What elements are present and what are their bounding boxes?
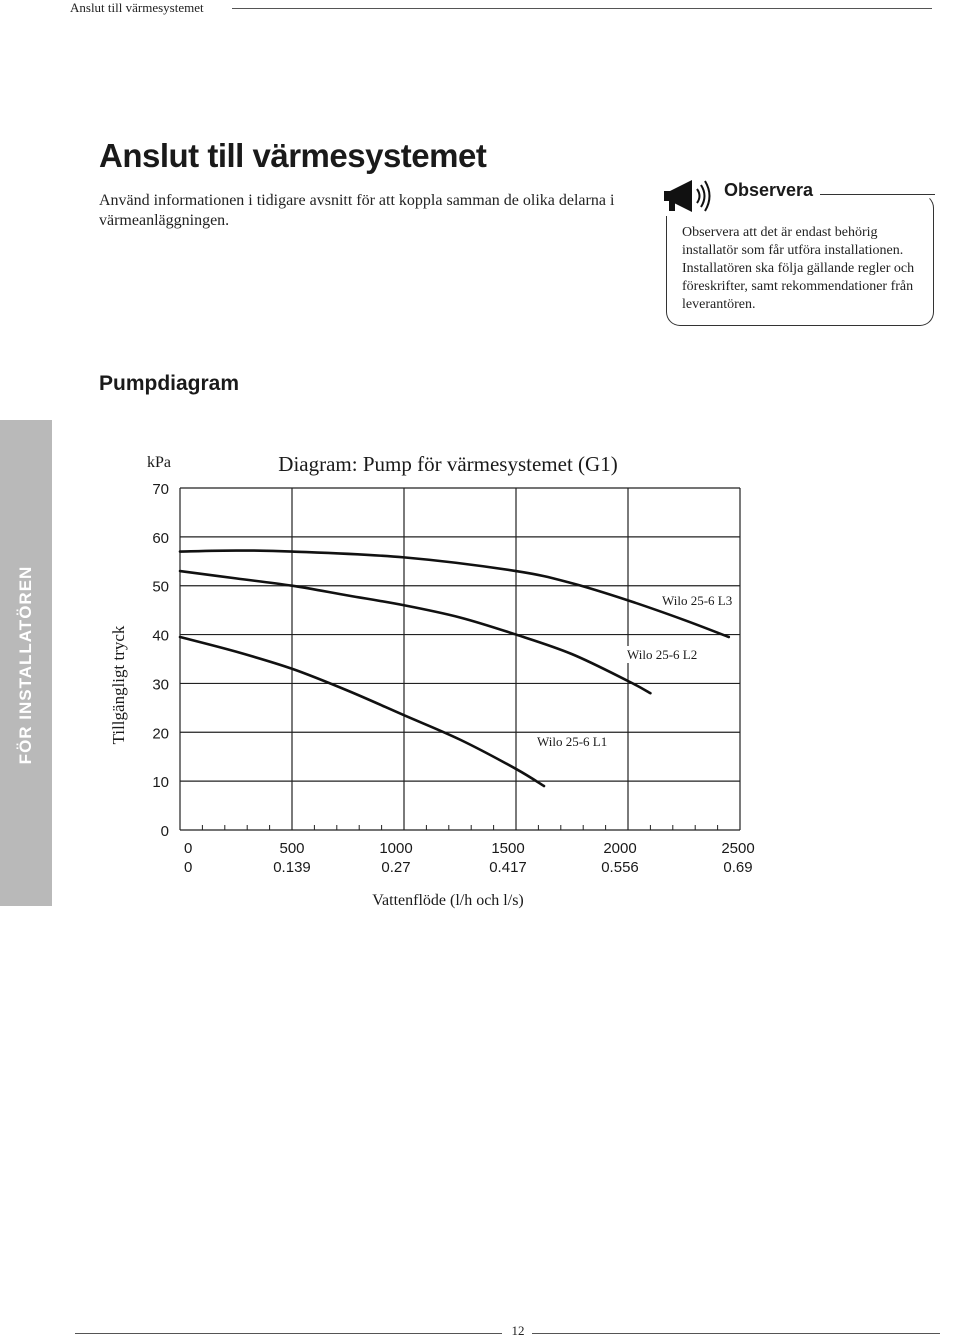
footer-rule-right (532, 1333, 940, 1334)
running-header: Anslut till värmesystemet (70, 0, 204, 15)
section-title: Pumpdiagram (99, 372, 240, 395)
y-tick-label: 40 (152, 627, 169, 645)
x-ticks (184, 840, 755, 876)
y-tick-label: 60 (152, 529, 169, 547)
y-axis-label: Tillgängligt tryck (109, 625, 128, 745)
x-axis-label: Vattenflöde (l/h och l/s) (372, 892, 524, 909)
x-tick-label-ls: 0.139 (273, 859, 311, 876)
x-tick-label-ls: 0.556 (601, 859, 639, 876)
series-line (180, 637, 544, 786)
x-tick-label-lh: 2000 (603, 840, 637, 857)
x-tick-label-ls: 0.27 (381, 859, 411, 876)
series-label: Wilo 25-6 L1 (537, 734, 608, 749)
y-ticks (152, 481, 169, 840)
x-tick-label-lh: 2500 (721, 840, 755, 857)
y-tick-label: 10 (152, 774, 169, 792)
side-tab-label: FÖR INSTALLATÖREN (16, 565, 35, 765)
footer-rule-left (75, 1333, 502, 1334)
notice-title: Observera (718, 180, 819, 201)
x-tick-label-lh: 0 (184, 840, 193, 857)
y-tick-label: 70 (152, 481, 169, 498)
series-line (180, 551, 729, 637)
y-tick-label: 30 (152, 676, 169, 694)
y-tick-label: 20 (152, 725, 169, 743)
y-tick-label: 0 (160, 823, 169, 840)
page-number: 12 (511, 1323, 525, 1338)
x-tick-label-ls: 0.417 (489, 859, 527, 876)
page-title: Anslut till värmesystemet (99, 137, 487, 174)
megaphone-icon (658, 176, 720, 216)
y-tick-label: 50 (152, 578, 169, 596)
series-line (180, 571, 650, 693)
series-label: Wilo 25-6 L3 (662, 593, 733, 608)
x-tick-label-ls: 0 (184, 859, 193, 876)
x-tick-label-ls: 0.69 (723, 859, 753, 876)
y-unit-label: kPa (147, 454, 171, 471)
series-label: Wilo 25-6 L2 (627, 647, 698, 662)
x-tick-label-lh: 500 (279, 840, 305, 857)
x-tick-label-lh: 1000 (379, 840, 413, 857)
intro-text: Använd informationen i tidigare avsnitt för att koppla samman de olika delarna i värmeanläggningen. (99, 192, 615, 229)
notice-body: Observera att det är endast behörig installatör som får utföra installationen. Installatören ska följa gällande regler och föreskrifter, samt rekommendationer från leverantören. (682, 225, 915, 312)
series-labels (534, 592, 735, 750)
chart-title: Diagram: Pump för värmesystemet (G1) (278, 452, 618, 476)
x-tick-label-lh: 1500 (491, 840, 525, 857)
